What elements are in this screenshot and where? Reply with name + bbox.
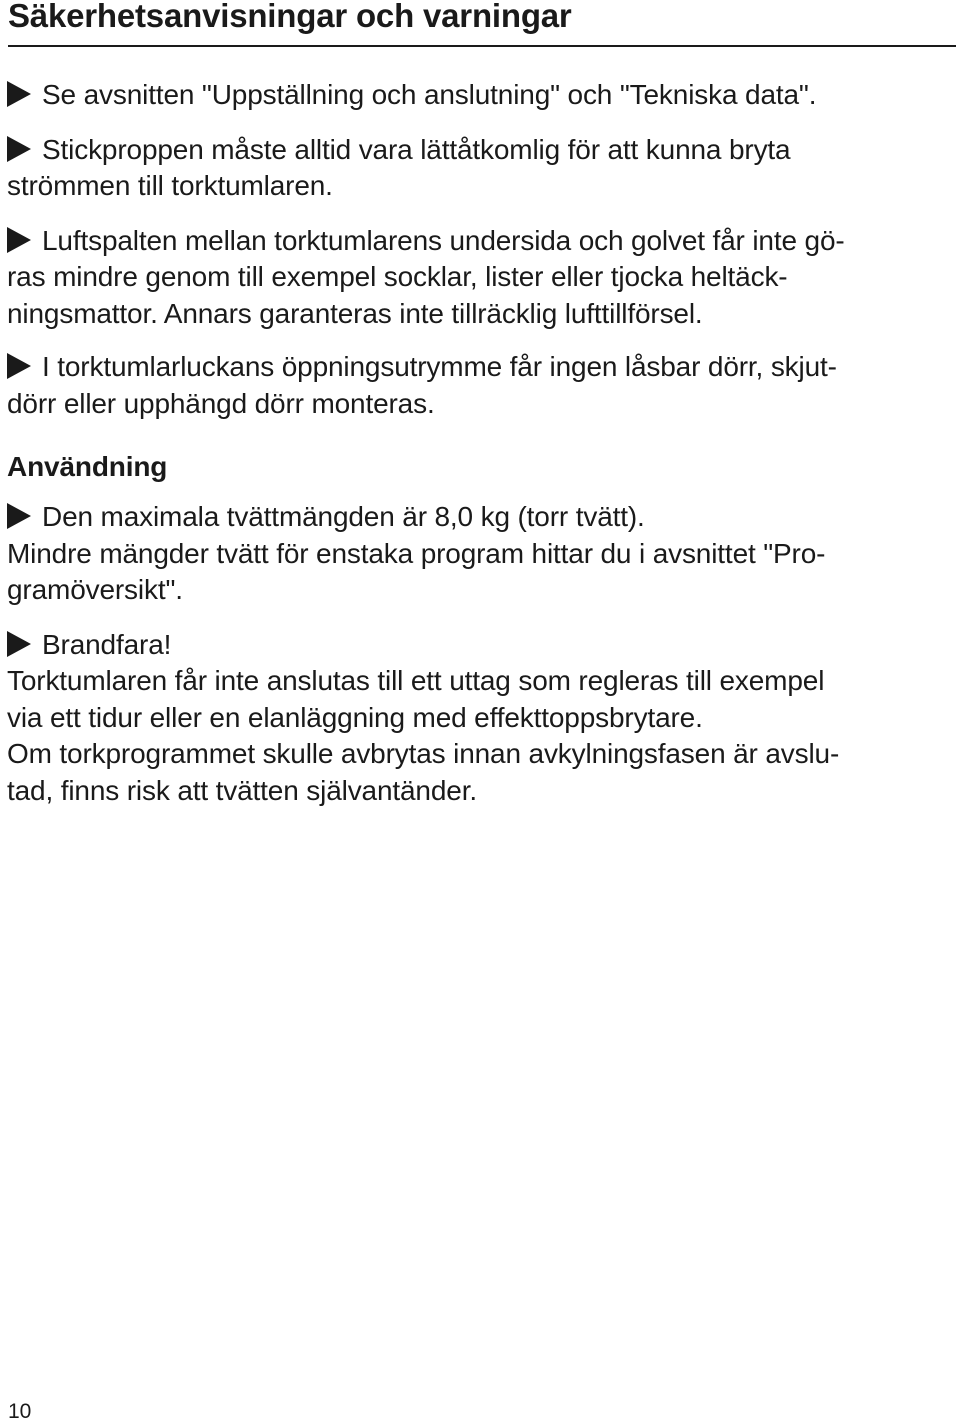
item-text-line: Luftspalten mellan torktumlarens undersida och golvet får inte gö- — [42, 224, 845, 256]
item-text-line: dörr eller upphängd dörr monteras. — [7, 387, 435, 419]
safety-item-plug-access — [7, 132, 952, 205]
item-text-line: via ett tidur eller en elanläggning med effekttoppsbrytare. — [7, 701, 703, 733]
item-text-line: Mindre mängder tvätt för enstaka program hittar du i avsnittet "Pro- — [7, 537, 826, 569]
page-number: 10 — [8, 1400, 32, 1423]
bullet-arrow-icon — [7, 81, 31, 107]
title-divider — [8, 45, 956, 47]
usage-item-fire-hazard — [7, 627, 952, 810]
item-line-1 — [7, 627, 952, 664]
usage-item-max-load — [7, 499, 952, 609]
bullet-arrow-icon — [7, 631, 31, 657]
item-text-line: Den maximala tvättmängden är 8,0 kg (torr tvätt). — [42, 501, 645, 532]
item-line-1 — [7, 499, 952, 536]
bullet-arrow-icon — [7, 353, 31, 379]
safety-item-setup-reference — [7, 77, 952, 114]
item-text-line: ras mindre genom till exempel socklar, lister eller tjocka heltäck- — [7, 261, 788, 292]
item-text-line: strömmen till torktumlaren. — [7, 170, 333, 201]
page-title: Säkerhetsanvisningar och varningar — [8, 0, 572, 34]
item-line-1 — [7, 132, 952, 169]
bullet-arrow-icon — [7, 503, 31, 529]
item-text-line: Brandfara! — [42, 628, 172, 660]
document-body — [7, 77, 952, 809]
item-line-1 — [7, 223, 952, 260]
section-heading-usage: Användning — [7, 451, 168, 482]
item-line-1 — [7, 349, 952, 386]
item-text-line: ningsmattor. Annars garanteras inte tillräcklig lufttillförsel. — [7, 297, 703, 329]
item-text-line: Stickproppen måste alltid vara lättåtkomlig för att kunna bryta — [42, 133, 791, 165]
item-text-line: Om torkprogrammet skulle avbrytas innan avkylningsfasen är avslu- — [7, 738, 840, 769]
item-text-line: gramöversikt". — [7, 574, 183, 605]
item-text-line: Se avsnitten "Uppställning och anslutning" och "Tekniska data". — [42, 79, 817, 110]
safety-item-air-gap — [7, 223, 952, 333]
bullet-arrow-icon — [7, 227, 31, 253]
safety-item-door-space — [7, 349, 952, 422]
item-text-line: tad, finns risk att tvätten självantänder. — [7, 774, 477, 806]
bullet-arrow-icon — [7, 136, 31, 162]
item-text-line: Torktumlaren får inte anslutas till ett uttag som regleras till exempel — [7, 665, 825, 696]
item-text-line: I torktumlarluckans öppningsutrymme får ingen låsbar dörr, skjut- — [42, 351, 837, 382]
